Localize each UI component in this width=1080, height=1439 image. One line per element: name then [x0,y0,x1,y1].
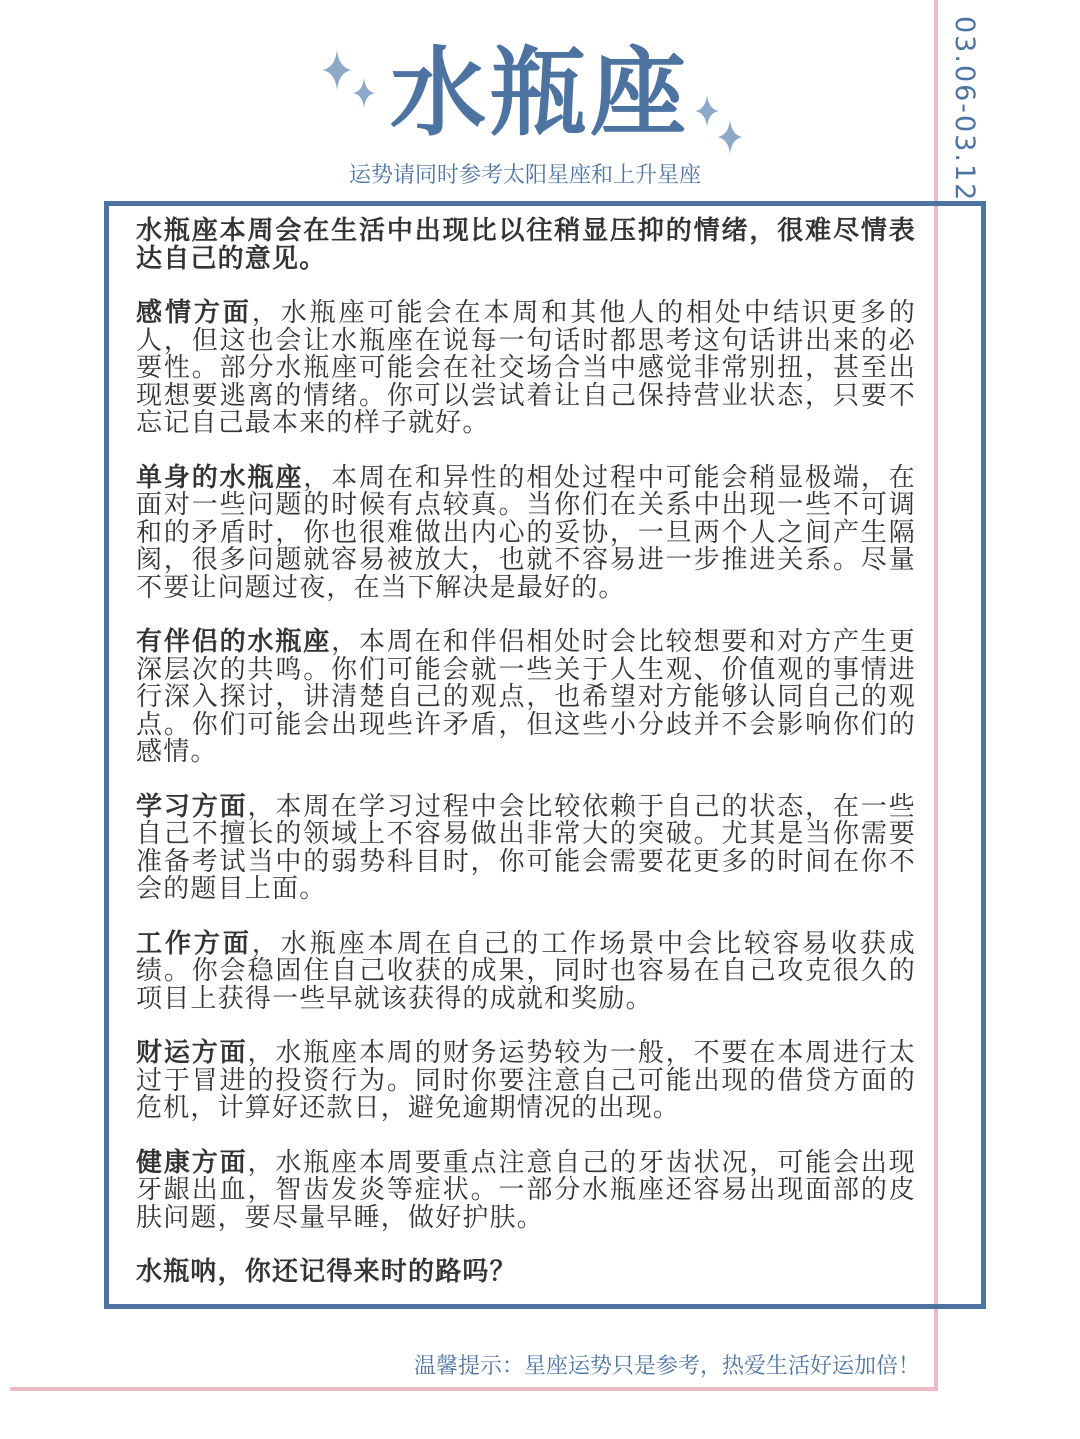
section-text: ，本周在和异性的相处过程中可能会稍显极端，在面对一些问题的时候有点较真。当你们在关系中出现一些不可调和的矛盾时，你也很难做出内心的妥协，一旦两个人之间产生隔阂，很多问题就容易被放大，也就不容易进一步推进关系。尽量不要让问题过夜，在当下解决是最好的。 [136,462,917,603]
section-work [136,928,916,1014]
section-text: ，水瓶座本周的财务运势较为一般，不要在本周进行太过于冒进的投资行为。同时你要注意自己可能出现的借贷方面的危机，计算好还款日，避免逾期情况的出现。 [136,1038,916,1123]
footer-tip: 温馨提示：星座运势只是参考，热爱生活好运加倍！ [413,1354,920,1379]
section-study [136,791,916,904]
section-love [136,300,916,438]
section-heading: 财运方面 [136,1038,248,1068]
section-partnered [136,629,916,767]
section-single [136,462,917,603]
section-heading: 工作方面 [136,928,252,959]
pink-horizontal-line [10,1387,938,1391]
section-text: ，水瓶座本周在自己的工作场景中会比较容易收获成绩。你会稳固住自己收获的成果，同时也容易在自己攻克很久的项目上获得一些早就该获得的成就和奖励。 [136,928,916,1014]
section-heading: 健康方面 [136,1147,248,1178]
section-heading: 单身的水瓶座 [136,462,304,493]
closing-line: 水瓶呐，你还记得来时的路吗？ [136,1257,517,1287]
section-text: ，本周在和伴侣相处时会比较想要和对方产生更深层次的共鸣。你们可能会就一些关于人生观、价值观的事情进行深入探讨，讲清楚自己的观点，也希望对方能够认同自己的观点。你们可能会出现些许矛盾，但这些小分歧并不会影响你们的感情。 [136,627,916,767]
section-wealth [136,1040,916,1123]
page-title: 水瓶座 [390,37,690,149]
intro-paragraph: 水瓶座本周会在生活中出现比以往稍显压抑的情绪，很难尽情表达自己的意见。 [136,216,916,274]
date-range: 03.06-03.12 [949,16,980,203]
section-heading: 学习方面 [136,791,248,822]
page-subtitle: 运势请同时参考太阳星座和上升星座 [348,163,701,188]
horoscope-body [136,218,916,1314]
section-health [136,1147,916,1233]
section-heading: 感情方面 [136,298,252,328]
section-heading: 有伴侣的水瓶座 [136,627,332,657]
section-text: ，水瓶座本周要重点注意自己的牙齿状况，可能会出现牙龈出血，智齿发炎等症状。一部分水瓶座还容易出现面部的皮肤问题，要尽量早睡，做好护肤。 [136,1147,916,1233]
section-text: ，水瓶座可能会在本周和其他人的相处中结识更多的人，但这也会让水瓶座在说每一句话时都思考这句话讲出来的必要性。部分水瓶座可能会在社交场合当中感觉非常别扭，甚至出现想要逃离的情绪。你可以尝试着让自己保持营业状态，只要不忘记自己最本来的样子就好。 [136,298,916,438]
section-text: ，本周在学习过程中会比较依赖于自己的状态，在一些自己不擅长的领域上不容易做出非常大的突破。尤其是当你需要准备考试当中的弱势科目时，你可能会需要花更多的时间在你不会的题目上面。 [136,791,916,904]
